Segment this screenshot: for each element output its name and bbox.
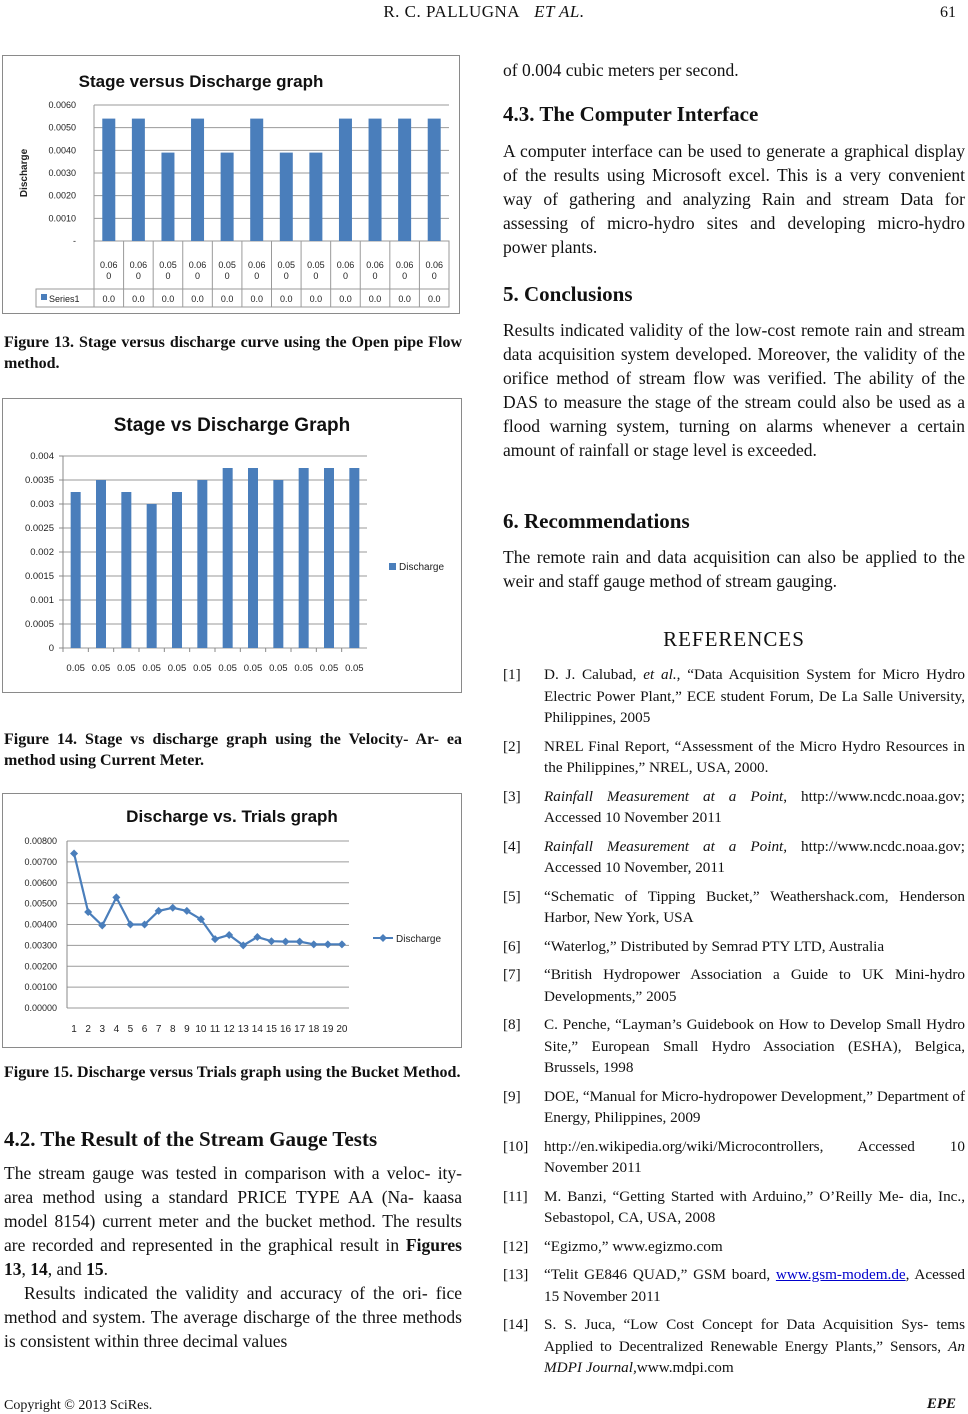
x-tick-label: 2 (85, 1024, 91, 1035)
y-tick-label: 0.00000 (24, 1003, 57, 1013)
y-tick-label: 0.0060 (48, 100, 76, 110)
reference-text: C. Penche, “Layman’s Guidebook on How to Develop Small Hydro Site,” European Small Hydro Association (ESHA), Belgica, Brussels, 1998 (544, 1016, 965, 1076)
y-tick-label: 0.00100 (24, 982, 57, 993)
continued-text: of 0.004 cubic meters per second. (503, 60, 739, 80)
reference-text: M. Banzi, “Getting Started with Arduino,” O’Reilly Me- dia, Inc., Sebastopol, CA, USA, 2008 (544, 1187, 965, 1226)
y-tick-label: 0.00600 (24, 877, 57, 888)
section-4-2-heading: 4.2. The Result of the Stream Gauge Tests (4, 1127, 378, 1151)
bar (398, 119, 411, 241)
section-5-heading: 5. Conclusions (503, 282, 633, 306)
chart-title: Stage vs Discharge Graph (113, 415, 351, 436)
reference-item (503, 1186, 965, 1229)
data-point (324, 940, 332, 948)
bar (324, 468, 334, 648)
bar (161, 153, 174, 241)
section-4-2-para-2: Results indicated the validity and accuracy of the ori- fice method and system. The average discharge of the three methods is consistent within three decimal values (4, 1283, 462, 1351)
y-tick-label: 0.004 (30, 451, 54, 462)
data-point (310, 940, 318, 948)
x-tick-label: 0.06 (395, 260, 414, 270)
reference-number: [5] (503, 887, 521, 905)
reference-item (503, 786, 965, 829)
reference-number: [8] (503, 1016, 521, 1033)
x-tick-label: 0 (195, 271, 201, 281)
x-tick-label: 13 (237, 1024, 249, 1035)
y-tick-label: 0 (48, 643, 54, 654)
data-point (282, 938, 290, 946)
header-etal: ET AL. (534, 2, 585, 21)
footer-journal: EPE (926, 1396, 956, 1412)
data-point (70, 850, 78, 858)
bar (121, 492, 131, 648)
x-tick-label: 0.05 (193, 663, 212, 674)
x-tick-label: 0.05 (218, 663, 237, 674)
x-tick-label: 3 (99, 1024, 106, 1035)
x-tick-label: 18 (308, 1024, 320, 1035)
bar (132, 119, 145, 241)
reference-text: http://en.wikipedia.org/wiki/Microcontrollers, Accessed 10 November 2011 (544, 1137, 965, 1176)
reference-item (503, 1314, 965, 1379)
y-tick-label: 0.0010 (48, 213, 76, 224)
data-table-value: 0.0 (102, 294, 116, 304)
data-table-value: 0.0 (309, 294, 323, 304)
x-tick-label: 0.06 (366, 260, 384, 270)
data-table-value: 0.0 (398, 294, 411, 304)
x-tick-label: 0.05 (307, 260, 325, 270)
x-tick-label: 16 (279, 1024, 292, 1035)
para-text: The stream gauge was tested in comparison with a veloc- ity-area method using a standard PRICE TYPE AA (Na- kaasa model 8154) current meter and the bucket method. The results are recorded and represented in the graphical result in (4, 1163, 462, 1255)
x-tick-label: 0.06 (425, 260, 443, 270)
data-point (126, 921, 134, 929)
x-tick-label: 10 (195, 1024, 207, 1035)
footer-copyright: Copyright © 2013 SciRes. (4, 1398, 153, 1413)
reference-number: [12] (503, 1237, 529, 1255)
x-tick-label: 9 (184, 1024, 190, 1035)
bar (147, 504, 157, 648)
x-tick-label: 0.05 (269, 663, 288, 674)
x-tick-label: 12 (223, 1024, 235, 1035)
sep: , and (47, 1259, 87, 1279)
x-tick-label: 8 (169, 1024, 176, 1035)
reference-item (503, 1014, 965, 1079)
reference-text: “Egizmo,” www.egizmo.com (544, 1237, 723, 1255)
reference-text: “Telit GE846 QUAD,” GSM board, www.gsm-modem.de, Acessed 15 November 2011 (544, 1266, 965, 1305)
y-tick-label: 0.0015 (24, 571, 54, 582)
x-tick-label: 0 (106, 271, 112, 281)
data-table-value: 0.0 (220, 294, 234, 304)
legend-label: Discharge (399, 562, 445, 573)
reference-link[interactable]: www.gsm-modem.de (775, 1266, 906, 1283)
x-tick-label: 0.05 (167, 663, 187, 674)
x-tick-label: 5 (127, 1024, 134, 1035)
reference-number: [2] (503, 737, 521, 755)
data-table-value: 0.0 (368, 294, 382, 304)
x-tick-label: 0.05 (66, 663, 85, 674)
data-table-value: 0.0 (427, 294, 441, 304)
x-tick-label: 0.06 (188, 260, 207, 270)
data-point (112, 893, 120, 901)
reference-number: [1] (503, 666, 521, 683)
data-table-value: 0.0 (280, 294, 293, 304)
reference-item (503, 1136, 965, 1179)
figure-13-caption: Figure 13. Stage versus discharge curve using the Open pipe Flow method. (4, 334, 462, 372)
x-tick-label: 1 (71, 1024, 77, 1035)
x-tick-label: 0.05 (218, 260, 236, 270)
x-tick-label: 0 (283, 271, 289, 281)
reference-number: [9] (503, 1087, 521, 1105)
data-point (267, 937, 275, 945)
reference-item (503, 736, 965, 779)
section-6-para: The remote rain and data acquisition can also be applied to the weir and staff gauge method of stream gauging. (503, 547, 965, 591)
bar (223, 468, 233, 648)
legend-label: Discharge (396, 934, 442, 945)
sep: , (21, 1259, 31, 1279)
x-tick-label: 15 (265, 1024, 278, 1035)
reference-number: [13] (503, 1266, 529, 1283)
data-table-row (36, 289, 449, 307)
section-5-para: Results indicated validity of the low-cost remote rain and stream data acquisition system developed. Moreover, the validity of the orifice method of stream flow was verified. The ability of the DAS to measure the stage of the stream could also be used as a flood warning system, turning on alarms whenever a certain amount of rainfall or stage level is exceeded. (503, 320, 965, 460)
x-tick-label: 0.05 (294, 663, 313, 674)
bar (71, 492, 81, 648)
data-table-value: 0.0 (191, 294, 204, 304)
x-tick-label: 0.05 (117, 663, 136, 674)
section-4-3-para: A computer interface can be used to generate a graphical display of the results using Microsoft excel. This is a very convenient way of gathering and analyzing Rain and stream Data for assessing of micro-hydro sites and developing micro-hydro power plants. (503, 141, 965, 257)
data-point (296, 938, 304, 946)
chart-title: Discharge vs. Trials graph (126, 807, 338, 826)
figure-14-chart (2, 398, 462, 693)
reference-text: S. S. Juca, “Low Cost Concept for Data Acquisition Sys- tems Applied to Decentralized Renewable Energy Plants,” Sensors, An MDPI Journal,www.mdpi.com (544, 1316, 965, 1376)
bar (191, 119, 204, 241)
y-tick-label: 0.0035 (24, 475, 54, 486)
x-tick-label: 0.05 (243, 663, 263, 674)
reference-item (503, 836, 965, 879)
reference-text: D. J. Calubad, et al., “Data Acquisition System for Micro Hydro Electric Power Plant,” ECE student Forum, De La Salle University, Philippines, 2005 (544, 666, 965, 726)
section-4-2-para-1 (4, 1161, 462, 1281)
y-tick-label: 0.001 (30, 595, 54, 606)
x-tick-label: 7 (155, 1024, 162, 1035)
x-tick-label: 20 (336, 1024, 348, 1035)
reference-number: [6] (503, 937, 521, 955)
reference-number: [11] (503, 1187, 528, 1205)
bar (197, 480, 207, 648)
reference-item (503, 1086, 965, 1129)
chart-13-svg (3, 56, 459, 313)
figure-13-chart (2, 55, 460, 314)
y-tick-label: 0.003 (30, 499, 54, 510)
legend-label: Series1 (49, 294, 80, 304)
legend-swatch (41, 294, 47, 300)
reference-text: DOE, “Manual for Micro-hydropower Development,” Department of Energy, Philippines, 2009 (544, 1087, 965, 1126)
bar (96, 480, 106, 648)
bar (428, 119, 441, 241)
reference-item (503, 886, 965, 929)
section-6-heading: 6. Recommendations (503, 509, 690, 533)
reference-text: Rainfall Measurement at a Point, http://www.ncdc.noaa.gov; Accessed 10 November 2011 (544, 787, 965, 826)
running-header (0, 2, 968, 22)
x-tick-label: 11 (209, 1024, 221, 1035)
reference-item (503, 1264, 965, 1307)
bar (309, 153, 322, 241)
y-tick-label: 0.00300 (24, 940, 57, 951)
x-tick-label: 14 (251, 1024, 263, 1035)
x-tick-label: 0 (254, 271, 260, 281)
x-tick-label: 0.05 (277, 260, 296, 270)
header-authors: R. C. PALLUGNA (383, 2, 521, 21)
references-heading: REFERENCES (663, 627, 805, 651)
x-tick-label: 4 (113, 1024, 120, 1035)
x-tick-label: 0.05 (345, 663, 364, 674)
bar (349, 468, 359, 648)
bar (339, 119, 352, 241)
reference-text: “Waterlog,” Distributed by Semrad PTY LTD, Australia (544, 937, 885, 955)
page-number: 61 (940, 4, 956, 21)
y-tick-label: 0.00500 (24, 898, 57, 909)
bar (102, 119, 115, 241)
data-point (169, 904, 177, 912)
x-tick-label: 0.06 (247, 260, 266, 270)
data-table-value: 0.0 (132, 294, 145, 304)
y-tick-label: 0.00400 (24, 919, 57, 930)
x-tick-label: 0 (224, 271, 230, 281)
reference-item (503, 664, 965, 729)
reference-number: [14] (503, 1316, 529, 1333)
bar (299, 468, 309, 648)
bar (280, 153, 293, 241)
x-tick-label: 0.05 (319, 663, 339, 674)
section-4-3-heading: 4.3. The Computer Interface (503, 102, 759, 126)
figure-14-caption: Figure 14. Stage vs discharge graph using the Velocity- Ar- ea method using Current Meter. (4, 731, 462, 769)
reference-text: “Schematic of Tipping Bucket,” Weathershack.com, Henderson Harbor, New York, USA (544, 887, 965, 926)
reference-number: [4] (503, 837, 521, 855)
chart-15-svg (3, 794, 461, 1047)
bar (221, 153, 234, 241)
x-tick-label: 19 (322, 1024, 334, 1035)
y-tick-label: 0.0050 (48, 122, 76, 133)
x-tick-label: 0.06 (100, 260, 118, 270)
y-tick-label: 0.00200 (24, 961, 57, 972)
x-tick-label: 6 (141, 1024, 148, 1035)
reference-number: [10] (503, 1137, 529, 1155)
y-tick-label: - (73, 236, 76, 246)
figure-ref: Figures 13 (4, 1235, 462, 1279)
figure-ref: 15 (86, 1259, 104, 1279)
bar (248, 468, 258, 648)
data-point (338, 940, 346, 948)
references-list (503, 664, 965, 1386)
x-tick-label: 0 (165, 271, 171, 281)
x-tick-label: 0.05 (159, 260, 177, 270)
y-tick-label: 0.00800 (24, 836, 57, 846)
reference-number: [7] (503, 966, 521, 983)
y-tick-label: 0.00700 (24, 856, 57, 867)
x-tick-label: 0.06 (129, 260, 148, 270)
y-tick-label: 0.0030 (48, 168, 76, 178)
x-tick-label: 0.05 (142, 663, 161, 674)
x-tick-label: 0 (135, 271, 141, 281)
x-tick-label: 17 (294, 1024, 306, 1035)
x-tick-label: 0 (342, 271, 348, 281)
y-tick-label: 0.0040 (48, 145, 76, 156)
y-tick-label: 0.0020 (48, 190, 76, 201)
bar (273, 480, 283, 648)
y-tick-label: 0.0005 (24, 619, 54, 630)
y-tick-label: 0.0025 (24, 523, 54, 534)
reference-number: [3] (503, 787, 521, 805)
figure-ref: 14 (30, 1259, 48, 1279)
reference-item (503, 1236, 965, 1258)
reference-text: NREL Final Report, “Assessment of the Micro Hydro Resources in the Philippines,” NREL, USA, 2000. (544, 737, 965, 776)
x-tick-label: 0 (431, 271, 437, 281)
reference-item (503, 936, 965, 958)
x-tick-label: 0 (402, 271, 408, 281)
sep: . (103, 1259, 109, 1279)
data-table-value: 0.0 (161, 294, 175, 304)
bar (172, 492, 182, 648)
figure-15-chart (2, 793, 462, 1048)
x-tick-label: 0.05 (91, 663, 111, 674)
x-tick-label: 0.06 (336, 260, 355, 270)
x-tick-label: 0 (313, 271, 319, 281)
bar (250, 119, 263, 241)
y-axis-label: Discharge (19, 148, 30, 198)
data-table-value: 0.0 (250, 294, 263, 304)
legend-marker (379, 934, 387, 942)
figure-15-caption: Figure 15. Discharge versus Trials graph using the Bucket Method. (4, 1064, 461, 1081)
series-line (74, 854, 342, 946)
data-table-value: 0.0 (339, 294, 352, 304)
chart-14-svg (3, 399, 461, 692)
chart-title: Stage versus Discharge graph (78, 72, 324, 91)
legend-swatch (389, 563, 396, 570)
reference-item (503, 964, 965, 1007)
reference-text: Rainfall Measurement at a Point, http://www.ncdc.noaa.gov; Accessed 10 November, 2011 (544, 837, 965, 876)
x-tick-label: 0 (372, 271, 378, 281)
bar (369, 119, 382, 241)
y-tick-label: 0.002 (30, 547, 54, 558)
reference-text: “British Hydropower Association a Guide to UK Mini-hydro Developments,” 2005 (544, 966, 965, 1005)
